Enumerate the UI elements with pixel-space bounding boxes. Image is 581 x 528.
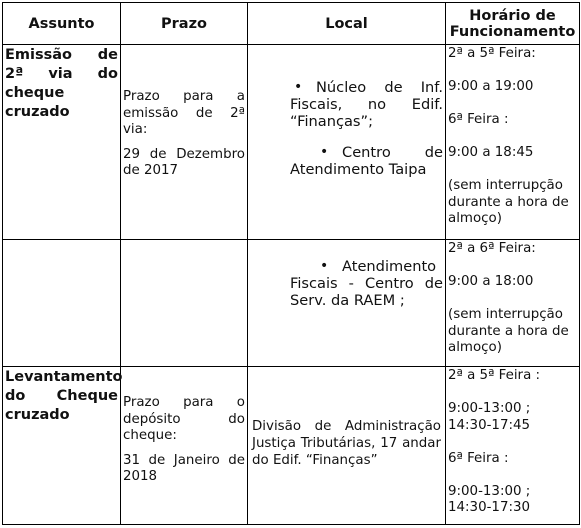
horario-cell [446, 367, 580, 525]
horario-line: 2ª a 6ª Feira: [448, 241, 536, 256]
horario-line: 2ª a 5ª Feira : [448, 368, 541, 383]
prazo-text: Prazo para a emissão de 2ª via: [123, 89, 245, 137]
local-item: • Núcleo de Inf. Fiscais, no Edif. “Finanças”; [290, 79, 443, 130]
header-horario: Horário de Funcionamento [446, 3, 580, 45]
prazo-cell [121, 45, 248, 240]
horario-cell [446, 45, 580, 240]
table-row [3, 45, 580, 240]
local-cell [248, 367, 446, 525]
local-list [250, 79, 443, 178]
prazo-cell [121, 240, 248, 367]
horario-line: 9:00 a 18:00 [448, 274, 534, 289]
local-item: • Atendimento Fiscais - Centro de Serv. da RAEM ; [290, 258, 443, 309]
local-text: Divisão de Administração Justiça Tributárias, 17 andar do Edif. “Finanças” [252, 419, 441, 468]
local-list [250, 258, 443, 309]
horario-line: 6ª Feira : [448, 450, 509, 466]
prazo-cell [121, 367, 248, 525]
prazo-text: Prazo para o depósito do cheque: [123, 395, 245, 443]
prazo-date: 29 de Dezembro de 2017 [123, 146, 245, 178]
assunto-cell: Levantamento do Cheque cruzado [3, 367, 121, 525]
header-row [3, 3, 580, 45]
horario-line: 9:00 a 18:45 [448, 145, 534, 160]
schedule-table [2, 2, 580, 525]
header-assunto: Assunto [3, 3, 121, 45]
horario-line: (sem interrupção durante a hora de almoço) [448, 178, 569, 226]
horario-line: 6ª Feira : [448, 112, 509, 127]
local-cell [248, 45, 446, 240]
horario-line: (sem interrupção durante a hora de almoço) [448, 307, 569, 355]
horario-line: 2ª a 5ª Feira: [448, 46, 536, 61]
table-row [3, 240, 580, 367]
horario-line: 9:00-13:00 ; 14:30-17:45 [448, 401, 531, 433]
local-cell [248, 240, 446, 367]
prazo-date: 31 de Janeiro de 2018 [123, 452, 245, 484]
horario-line: 9:00-13:00 ; 14:30-17:30 [448, 483, 531, 515]
header-local: Local [248, 3, 446, 45]
table-row [3, 367, 580, 525]
horario-cell [446, 240, 580, 367]
horario-line: 9:00 a 19:00 [448, 79, 534, 94]
local-item: • Centro de Atendimento Taipa [290, 144, 443, 178]
header-prazo: Prazo [121, 3, 248, 45]
assunto-cell: Emissão de 2ª via do cheque cruzado [3, 45, 121, 240]
assunto-cell [3, 240, 121, 367]
